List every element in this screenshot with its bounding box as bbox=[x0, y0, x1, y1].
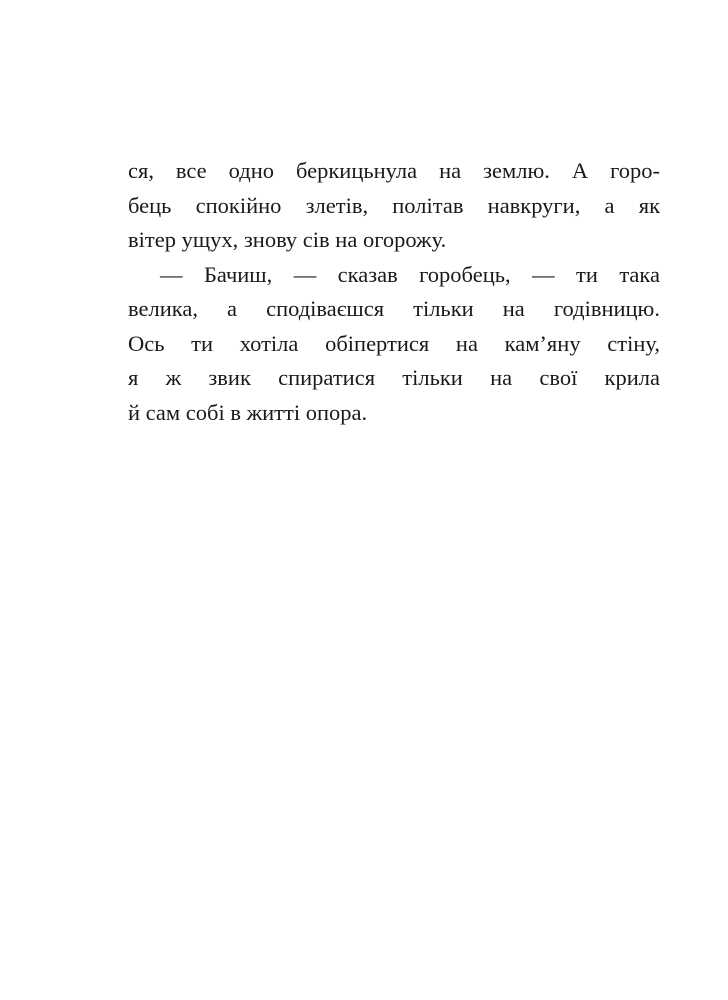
text-line: — Бачиш, — сказав горобець, — ти така bbox=[160, 261, 660, 287]
text-line: я ж звик спиратися тільки на свої крила bbox=[128, 365, 660, 390]
text-line: велика, а сподіваєшся тільки на годівницю. bbox=[128, 296, 660, 321]
text-line: вітер ущух, знову сів на огорожу. bbox=[128, 227, 447, 252]
body-text bbox=[128, 154, 660, 430]
text-line: Ось ти хотіла обіпертися на кам’яну стіну, bbox=[128, 330, 660, 356]
text-line: ся, все одно беркицьнула на землю. А горо- bbox=[128, 158, 660, 183]
text-line: бець спокійно злетів, політав навкруги, а як bbox=[128, 192, 660, 218]
text-line: й сам собі в житті опора. bbox=[128, 399, 368, 425]
